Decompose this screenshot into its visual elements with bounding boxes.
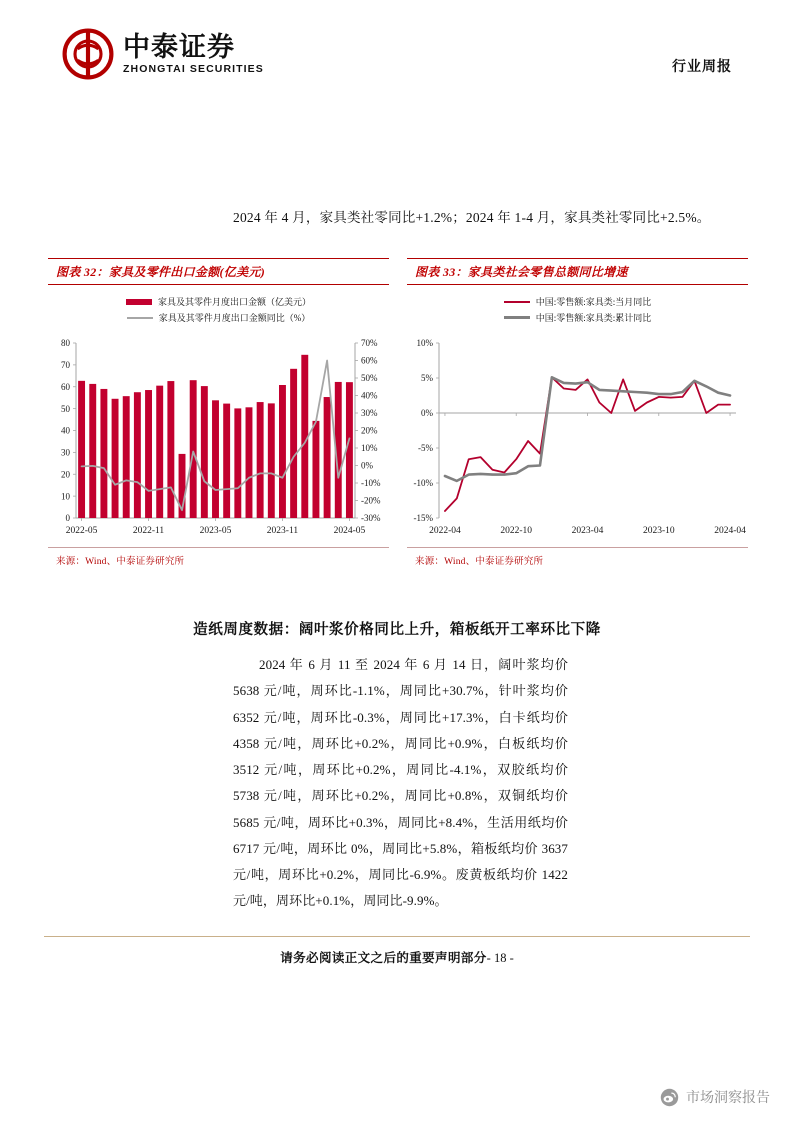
section-heading: 造纸周度数据：阔叶浆价格同比上升，箱板纸开工率环比下降 — [193, 622, 601, 638]
page-header — [0, 0, 794, 118]
legend-item-export-yoy — [127, 311, 311, 324]
svg-text:20%: 20% — [361, 425, 378, 436]
zhongtai-logo-icon — [62, 28, 114, 80]
svg-text:40: 40 — [61, 425, 70, 436]
body-paragraph: 2024 年 6 月 11 至 2024 年 6 月 14 日，阔叶浆均价 5638 元/吨，周环比-1.1%，周同比+30.7%，针叶浆均价 6352 元/吨，周环比-0.3%，周同比+17.3%，白卡纸均价 4358 元/吨，周环比+0.2%，周同比+0.9%，白板纸均价 3512 元/吨，周环比+0.2%，周同比-4.1%，双胶纸均价 5738 元/吨，周环比+0.2%，周同比+0.8%，双铜纸均价 5685 元/吨，周环比+0.3%，周同比+8.4%，生活用纸均价 6717 元/吨，周环比 0%，周同比+5.8%，箱板纸均价 3637 元/吨，周环比+0.2%，周同比-6.9%。废黄板纸均价 1422 元/吨，周环比+0.1%，周同比-9.9%。 — [233, 657, 568, 909]
svg-text:-30%: -30% — [361, 513, 381, 524]
watermark-label: 市场洞察报告 — [686, 1089, 770, 1105]
page-number: - 18 - — [486, 951, 514, 965]
figure-33-header — [407, 258, 748, 285]
svg-text:80: 80 — [61, 338, 70, 349]
svg-text:2022-11: 2022-11 — [132, 526, 165, 536]
line-swatch-icon — [127, 317, 153, 319]
svg-text:10%: 10% — [361, 443, 378, 454]
figure-33-title: 图表 33：家具类社会零售总额同比增速 — [415, 265, 628, 279]
footer-disclaimer: 请务必阅读正文之后的重要声明部分 — [280, 951, 487, 965]
svg-text:-5%: -5% — [418, 443, 433, 454]
svg-text:5%: 5% — [421, 373, 433, 384]
svg-text:0: 0 — [65, 513, 70, 524]
figure-33-legend — [407, 295, 748, 324]
svg-text:2022-05: 2022-05 — [65, 526, 98, 536]
legend-label-retail-monthly-yoy: 中国:零售额:家具类:当月同比 — [535, 297, 652, 307]
svg-text:2023-10: 2023-10 — [642, 526, 675, 536]
figure-33-source: 来源：Wind、中泰证券研究所 — [407, 547, 748, 570]
svg-text:2023-05: 2023-05 — [199, 526, 232, 536]
figure-32-chart — [48, 337, 389, 542]
legend-item-retail-cumulative-yoy — [504, 311, 652, 324]
svg-text:10: 10 — [61, 491, 70, 502]
svg-text:0%: 0% — [421, 408, 433, 419]
figure-32-legend — [48, 295, 389, 324]
svg-text:2024-05: 2024-05 — [333, 526, 366, 536]
legend-item-export-amount — [126, 295, 311, 308]
figure-32-body — [48, 285, 389, 547]
weibo-icon — [660, 1088, 679, 1107]
page-footer — [0, 948, 794, 966]
figure-33-body — [407, 285, 748, 547]
svg-text:60%: 60% — [361, 355, 378, 366]
svg-text:10%: 10% — [416, 338, 433, 349]
legend-label-retail-cumulative-yoy: 中国:零售额:家具类:累计同比 — [535, 313, 652, 323]
figure-32 — [48, 258, 389, 570]
intro-paragraph: 2024 年 4 月，家具类社零同比+1.2%；2024 年 1-4 月，家具类社零同比+2.5%。 — [233, 210, 711, 225]
svg-text:50: 50 — [61, 403, 70, 414]
figure-33-chart — [407, 337, 748, 542]
svg-text:20: 20 — [61, 469, 70, 480]
document-type-label: 行业周报 — [672, 58, 732, 74]
figure-32-title: 图表 32：家具及零件出口金额(亿美元) — [56, 265, 265, 279]
logo-company-name-cn: 中泰证券 — [123, 31, 235, 62]
figure-32-header — [48, 258, 389, 285]
svg-text:40%: 40% — [361, 390, 378, 401]
figure-32-source: 来源：Wind、中泰证券研究所 — [48, 547, 389, 570]
watermark — [660, 1087, 770, 1107]
svg-text:2022-10: 2022-10 — [500, 526, 533, 536]
legend-label-export-amount: 家具及其零件月度出口金额（亿美元） — [157, 297, 311, 307]
svg-text:70: 70 — [61, 360, 70, 371]
bar-swatch-icon — [126, 299, 152, 305]
svg-text:-10%: -10% — [413, 478, 433, 489]
svg-text:70%: 70% — [361, 338, 378, 349]
svg-text:30%: 30% — [361, 408, 378, 419]
figures-row — [48, 258, 748, 570]
svg-text:50%: 50% — [361, 373, 378, 384]
svg-text:30: 30 — [61, 447, 70, 458]
svg-text:2023-11: 2023-11 — [266, 526, 299, 536]
line-swatch-red-icon — [504, 301, 530, 303]
svg-text:2024-04: 2024-04 — [714, 526, 746, 536]
figure-33 — [407, 258, 748, 570]
logo-company-name-en: ZHONGTAI SECURITIES — [123, 63, 264, 76]
svg-text:60: 60 — [61, 381, 70, 392]
footer-divider — [44, 936, 750, 937]
svg-text:0%: 0% — [361, 460, 373, 471]
svg-text:-15%: -15% — [413, 513, 433, 524]
line-swatch-gray-icon — [504, 316, 530, 319]
svg-text:2022-04: 2022-04 — [429, 526, 461, 536]
company-logo — [62, 28, 264, 80]
legend-label-export-yoy: 家具及其零件月度出口金额同比（%） — [158, 313, 311, 323]
legend-item-retail-monthly-yoy — [504, 295, 652, 308]
svg-text:-10%: -10% — [361, 478, 381, 489]
svg-text:-20%: -20% — [361, 495, 381, 506]
svg-text:2023-04: 2023-04 — [571, 526, 604, 536]
